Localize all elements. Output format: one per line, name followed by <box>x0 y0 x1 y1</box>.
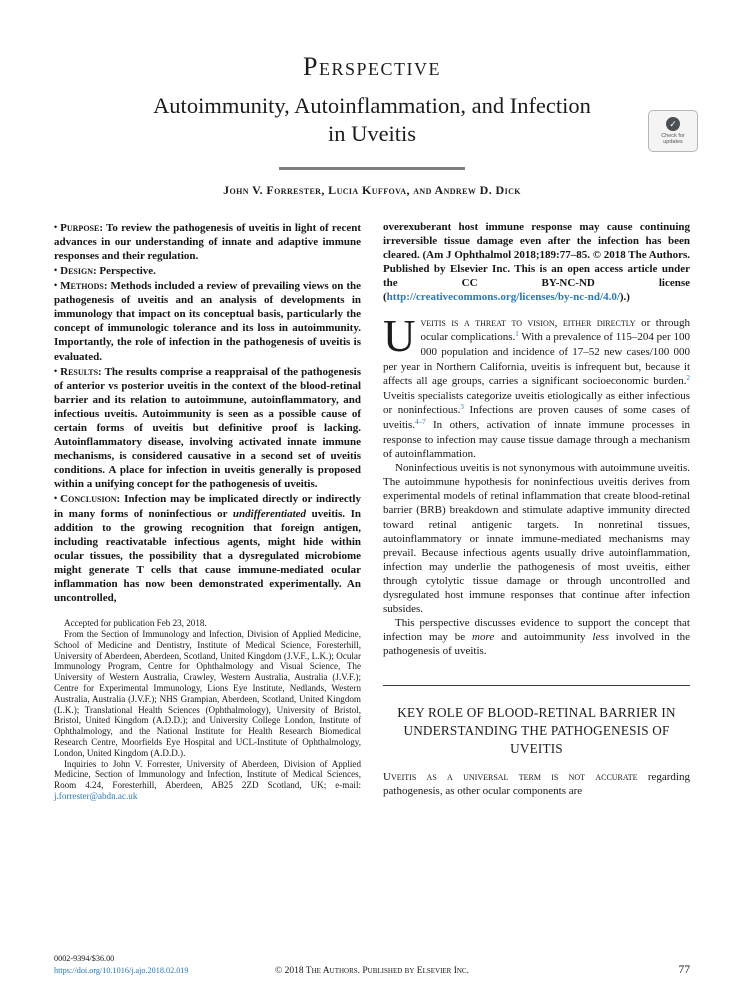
conclusion-text-2: uveitis. In addition to the growing recognition that foreign antigen, including reactivatable infectious agents, might hide within ocular tissues, the possibility that a dysregulated microbiome might generate T cells that cause immune-mediated ocular inflammation has now been demonstrated experimentally. An uncontrolled, <box>54 507 361 605</box>
page-number: 77 <box>678 964 690 976</box>
conclusion-label: Conclusion: <box>60 493 121 506</box>
intro-text-5: In others, activation of innate immune processes in response to infection may cause tissue damage through a mechanism of autoinflammation. <box>383 418 690 461</box>
abstract-design <box>54 263 361 278</box>
abstract-continuation <box>383 220 690 305</box>
body-paragraph-3 <box>383 616 690 658</box>
intro-text-1: or through ocular complications. <box>420 317 690 344</box>
conclusion-text-1: Infection may be implicated directly or indirectly in many forms of noninfectious or <box>54 493 361 520</box>
intro-paragraph <box>383 311 691 461</box>
intro-text-2: With a prevalence of 115–204 per 100 000 population and incidence of 17–52 new cases/100 000 per year in Northern California, uveitis is infrequent but, because it affects all age groups, carries a significant socioeconomic burden. <box>383 331 690 387</box>
crossmark-icon: ✓ <box>666 117 680 131</box>
design-text: Perspective. <box>96 264 156 277</box>
p3-text-3: involved in the pathogenesis of uveitis. <box>383 631 690 658</box>
dropcap-letter: U <box>383 311 416 362</box>
p3-italic-less: less <box>592 631 609 644</box>
section-heading: KEY ROLE OF BLOOD-RETINAL BARRIER IN UNDERSTANDING THE PATHOGENESIS OF UVEITIS <box>397 704 676 757</box>
abstract-methods <box>54 278 361 364</box>
p3-text-1: This perspective discusses evidence to support the concept that infection may be <box>383 617 690 644</box>
article-category: Perspective <box>303 52 441 81</box>
section-divider <box>383 685 690 686</box>
check-for-updates-label: Check for updates <box>661 132 685 145</box>
intro-text-3: Uveitis specialists categorize uveitis etiologically as either infectious or noninfectious. <box>383 389 690 416</box>
abstract-results <box>54 364 361 492</box>
affiliations-note: From the Section of Immunology and Infection, Division of Applied Medicine, School of Medicine and Dentistry, Institute of Medical Science, Foresterhill, University of Aberdeen, Aberdeen, Scotland, United Kingdom (J.V.F., L.K.); Ocular Immunology Program, Centre for Ophthalmology and Visual Science, The University of Western Australia, Crawley, Western Australia, Australia (J.V.F.); Centre for Experimental Immunology, Lions Eye Institute, Nedlands, Western Australia, Australia (J.V.F.); NHS Grampian, Aberdeen, Scotland, United Kingdom (L.K.); Translational Health Sciences (Ophthalmology), University of Bristol, Bristol, United Kingdom (A.D.D.); and University College London, Institute of Ophthalmology, and the National Institute for Health Research Biomedical Research Centre, Moorfields Eye Hospital and UCL-Institute of Ophthalmology, London, United Kingdom (A.D.D.). <box>54 629 361 758</box>
section-text: regarding pathogenesis, as other ocular components are <box>383 770 690 798</box>
section-paragraph <box>383 770 690 798</box>
footer-left <box>54 953 275 976</box>
methods-label: Methods: <box>60 280 108 293</box>
intro-lead: veitis is a threat to vision, either directly <box>420 317 636 330</box>
inquiries-note <box>54 759 361 802</box>
reference-4-7[interactable]: 4–7 <box>415 417 426 426</box>
continuation-text-2: ).) <box>619 291 630 304</box>
article-title <box>54 92 690 149</box>
bullet-icon: • <box>54 493 58 504</box>
check-for-updates-badge[interactable] <box>648 110 698 152</box>
p3-italic-more: more <box>472 631 495 644</box>
copyright-line: © 2018 The Authors. Published by Elsevier Inc. <box>275 966 469 976</box>
bullet-icon: • <box>54 365 58 376</box>
email-link[interactable]: j.forrester@abdn.ac.uk <box>54 790 138 801</box>
bullet-icon: • <box>54 264 58 275</box>
methods-text: Methods included a review of prevailing views on the pathogenesis of uveitis and an analysis of developments in immunology that impact on its conceptual basis, particularly the concept of immunologic tolerance and its loss in autoimmunity. Importantly, the role of infection in the pathogenesis of uveitis is evaluated. <box>54 280 361 363</box>
bullet-icon: • <box>54 221 58 232</box>
section-lead: Uveitis as a universal term is not accurate <box>383 770 638 783</box>
article-title-line1: Autoimmunity, Autoinflammation, and Infection <box>153 93 591 118</box>
abstract-block <box>54 220 361 606</box>
footnotes-block <box>54 618 361 802</box>
issn-price: 0002-9394/$36.00 <box>54 954 115 964</box>
article-title-line2: in Uveitis <box>327 121 417 147</box>
intro-text-4: Infections are proven causes of some cases of uveitis. <box>383 403 691 431</box>
design-label: Design: <box>60 264 97 277</box>
cc-license-link[interactable]: http://creativecommons.org/licenses/by-nc-nd/4.0/ <box>386 291 620 304</box>
purpose-label: Purpose: <box>60 221 103 234</box>
continuation-text-1: overexuberant host immune response may cause continuing irreversible tissue damage even after the infection has been cleared. (Am J Ophthalmol 2018;189:77–85. © 2018 The Authors. Published by Elsevier Inc. This is an open access article under the CC BY-NC-ND license ( <box>383 220 690 304</box>
left-column <box>54 220 361 802</box>
results-label: Results: <box>60 365 102 378</box>
accepted-note: Accepted for publication Feb 23, 2018. <box>64 618 207 629</box>
page-footer <box>54 953 690 976</box>
results-text: The results comprise a reappraisal of the pathogenesis of anterior vs posterior uveitis in the context of the blood-retinal barrier and its relation to autoimmune, autoinflammatory, and infectious uveitis. Autoimmunity is seen as a possible cause of certain forms of uveitis but definitive proof is lacking. Autoinflammatory disease, involving activated innate immune mechanisms, is considered causative in a second set of uveitis conditions. A place for infection in uveitis generally is proposed within a unifying concept for the pathogenesis of uveitis. <box>54 365 361 491</box>
doi-link[interactable]: https://doi.org/10.1016/j.ajo.2018.02.019 <box>54 965 189 975</box>
right-column <box>383 220 690 802</box>
two-column-body <box>54 220 690 802</box>
reference-2[interactable]: 2 <box>686 373 690 382</box>
body-paragraph-2: Noninfectious uveitis is not synonymous with autoimmune uveitis. The autoimmune hypothesis for noninfectious uveitis derives from experimental models of retinal inflammation that create blood-retinal barrier (BRB) breakdown and stimulate adaptive immunity directed toward retinal antigenic targets. In nonretinal tissues, autoinflammatory or innate immune-mediated mechanisms may prevail. Because infectious agents usually drive autoinflammation, infection may underlie the pathogenesis of most uveitis, either through cytolytic tissue damage or through uncontrolled and dysregulated host immune responses that continue after infection subsides. <box>383 462 690 616</box>
bullet-icon: • <box>54 280 58 291</box>
title-divider <box>279 167 465 170</box>
conclusion-italic: undifferentiated <box>232 507 307 520</box>
inquiries-text: Inquiries to John V. Forrester, University of Aberdeen, Division of Applied Medicine, Section of Immunology and Infection, Institute of Medical Sciences, Room 4.24, Foresterhill, Aberdeen, AB25 2ZD Scotland, UK; e-mail: <box>54 758 361 791</box>
authors-line: John V. Forrester, Lucia Kuffova, and Andrew D. Dick <box>223 182 521 197</box>
reference-1[interactable]: 1 <box>515 330 519 339</box>
p3-text-2: and autoimmunity <box>494 631 593 644</box>
reference-3[interactable]: 3 <box>460 402 464 411</box>
abstract-conclusion <box>54 491 361 605</box>
abstract-purpose <box>54 220 361 263</box>
purpose-text: To review the pathogenesis of uveitis in light of recent advances in our understanding of innate and adaptive immune responses and their regulation. <box>54 221 361 262</box>
